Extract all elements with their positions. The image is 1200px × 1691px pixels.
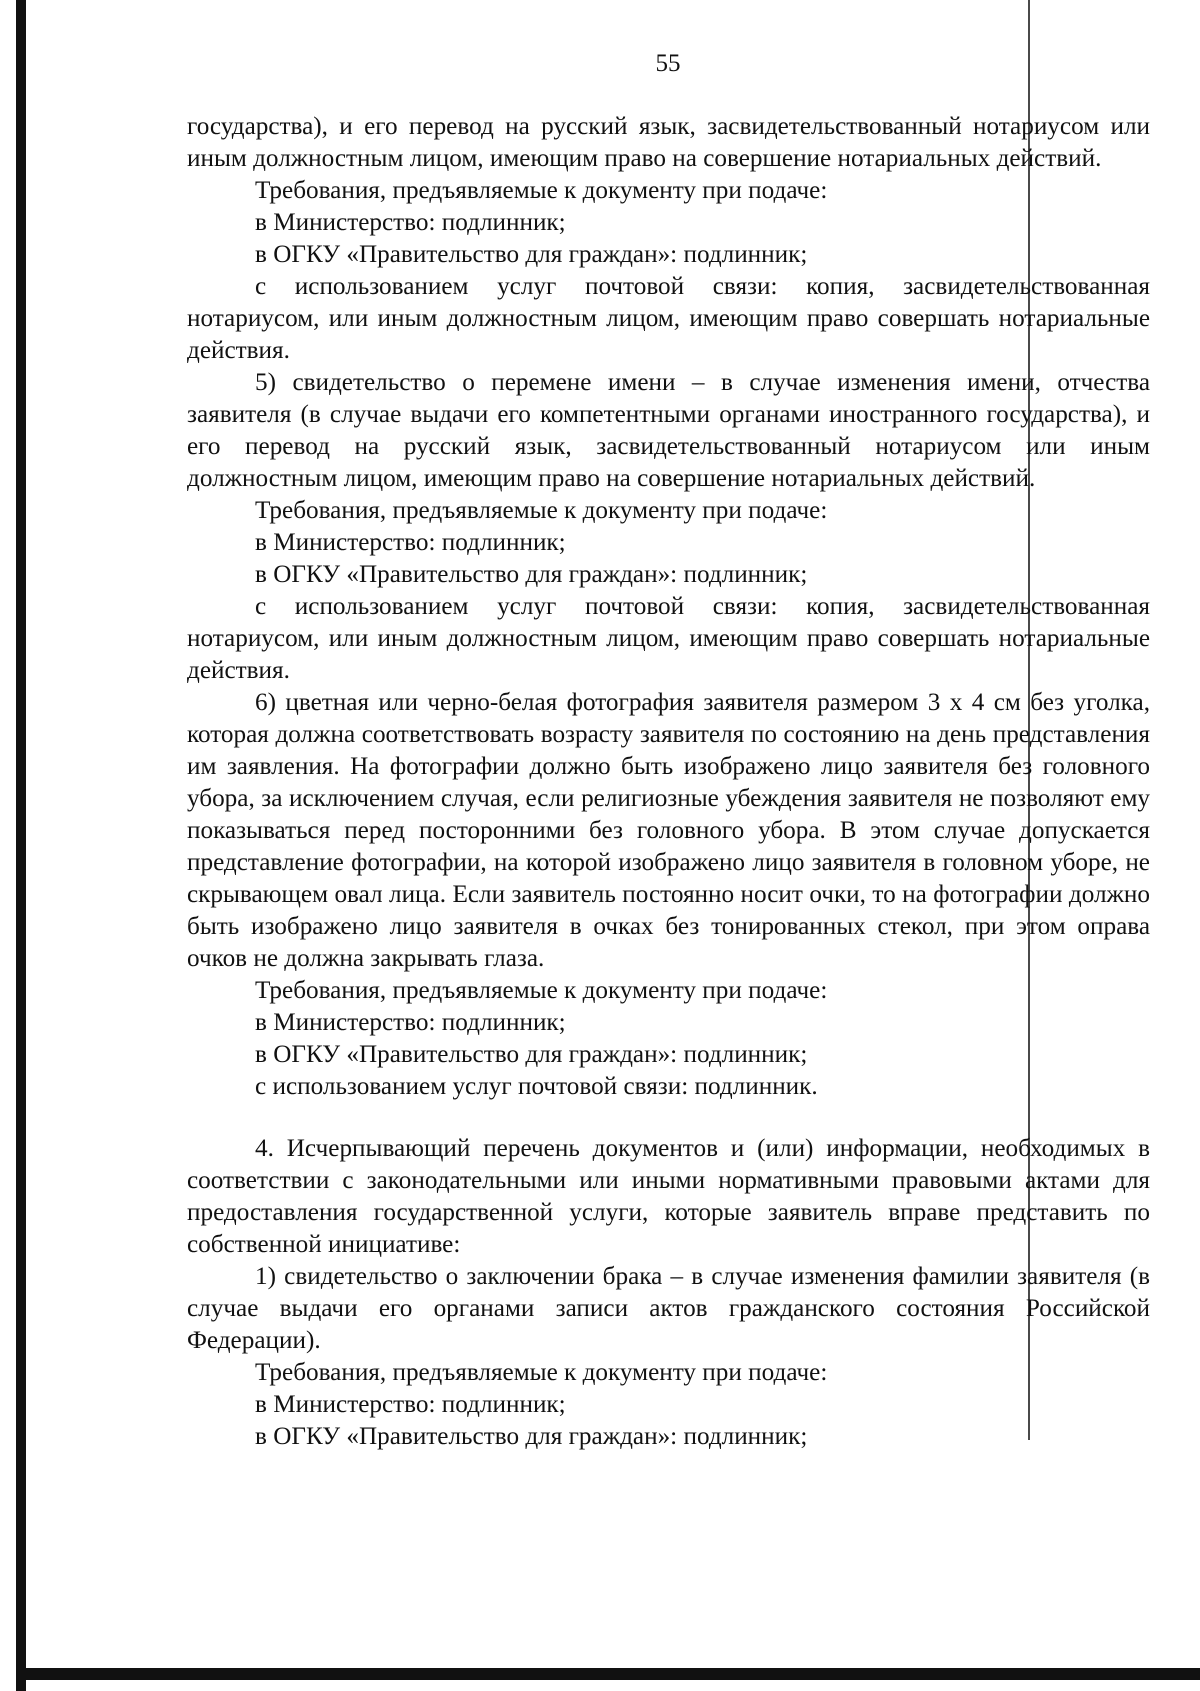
requirement-post: с использованием услуг почтовой связи: копия, засвидетельствованная нотариусом, или иным должностным лицом, имеющим право совершать нотариальные действия. [187,273,1150,364]
list-item-5: 5) свидетельство о перемене имени – в случае изменения имени, отчества заявителя (в случае выдачи его компетентными органами иностранного государства), и его перевод на русский язык, засвидетельствованный нотариусом или иным должностным лицом, имеющим право на совершение нотариальных действий. [187,369,1150,492]
scan-bottom-edge [16,1668,1200,1680]
requirement-ministry: в Министерство: подлинник; [255,1009,566,1036]
requirement-ministry: в Министерство: подлинник; [255,1391,566,1418]
requirement-ogku: в ОГКУ «Правительство для граждан»: подлинник; [255,1423,808,1450]
requirement-ogku: в ОГКУ «Правительство для граждан»: подлинник; [255,1041,808,1068]
section-4-heading: 4. Исчерпывающий перечень документов и (или) информации, необходимых в соответствии с законодательными или иными нормативными правовыми актами для предоставления государственной услуги, которые заявитель вправе представить по собственной инициативе: [187,1135,1150,1258]
document-body [187,111,1150,1453]
list-item-1: 1) свидетельство о заключении брака – в случае изменения фамилии заявителя (в случае выдачи его органами записи актов гражданского состояния Российской Федерации). [187,1263,1150,1354]
requirements-heading: Требования, предъявляемые к документу при подаче: [255,1359,828,1386]
requirements-heading: Требования, предъявляемые к документу при подаче: [255,977,828,1004]
list-item-6: 6) цветная или черно-белая фотография заявителя размером 3 х 4 см без уголка, которая должна соответствовать возрасту заявителя по состоянию на день представления им заявления. На фотографии должно быть изображено лицо заявителя без головного убора, за исключением случая, если религиозные убеждения заявителя не позволяют ему показываться перед посторонними без головного убора. В этом случае допускается представление фотографии, на которой изображено лицо заявителя в головном уборе, не скрывающем овал лица. Если заявитель постоянно носит очки, то на фотографии должно быть изображено лицо заявителя в очках без тонированных стекол, при этом оправа очков не должна закрывать глаза. [187,689,1150,972]
requirement-ministry: в Министерство: подлинник; [255,209,566,236]
requirement-ogku: в ОГКУ «Правительство для граждан»: подлинник; [255,241,808,268]
requirements-heading: Требования, предъявляемые к документу при подаче: [255,177,828,204]
section-spacer [187,1103,1150,1133]
requirement-post: с использованием услуг почтовой связи: копия, засвидетельствованная нотариусом, или иным должностным лицом, имеющим право совершать нотариальные действия. [187,593,1150,684]
scan-left-edge [16,0,26,1691]
requirement-ministry: в Министерство: подлинник; [255,529,566,556]
requirement-ogku: в ОГКУ «Правительство для граждан»: подлинник; [255,561,808,588]
page-number: 55 [655,50,681,77]
paragraph: государства), и его перевод на русский язык, засвидетельствованный нотариусом или иным должностным лицом, имеющим право на совершение нотариальных действий. [187,113,1150,172]
requirement-post: с использованием услуг почтовой связи: подлинник. [255,1073,818,1100]
requirements-heading: Требования, предъявляемые к документу при подаче: [255,497,828,524]
